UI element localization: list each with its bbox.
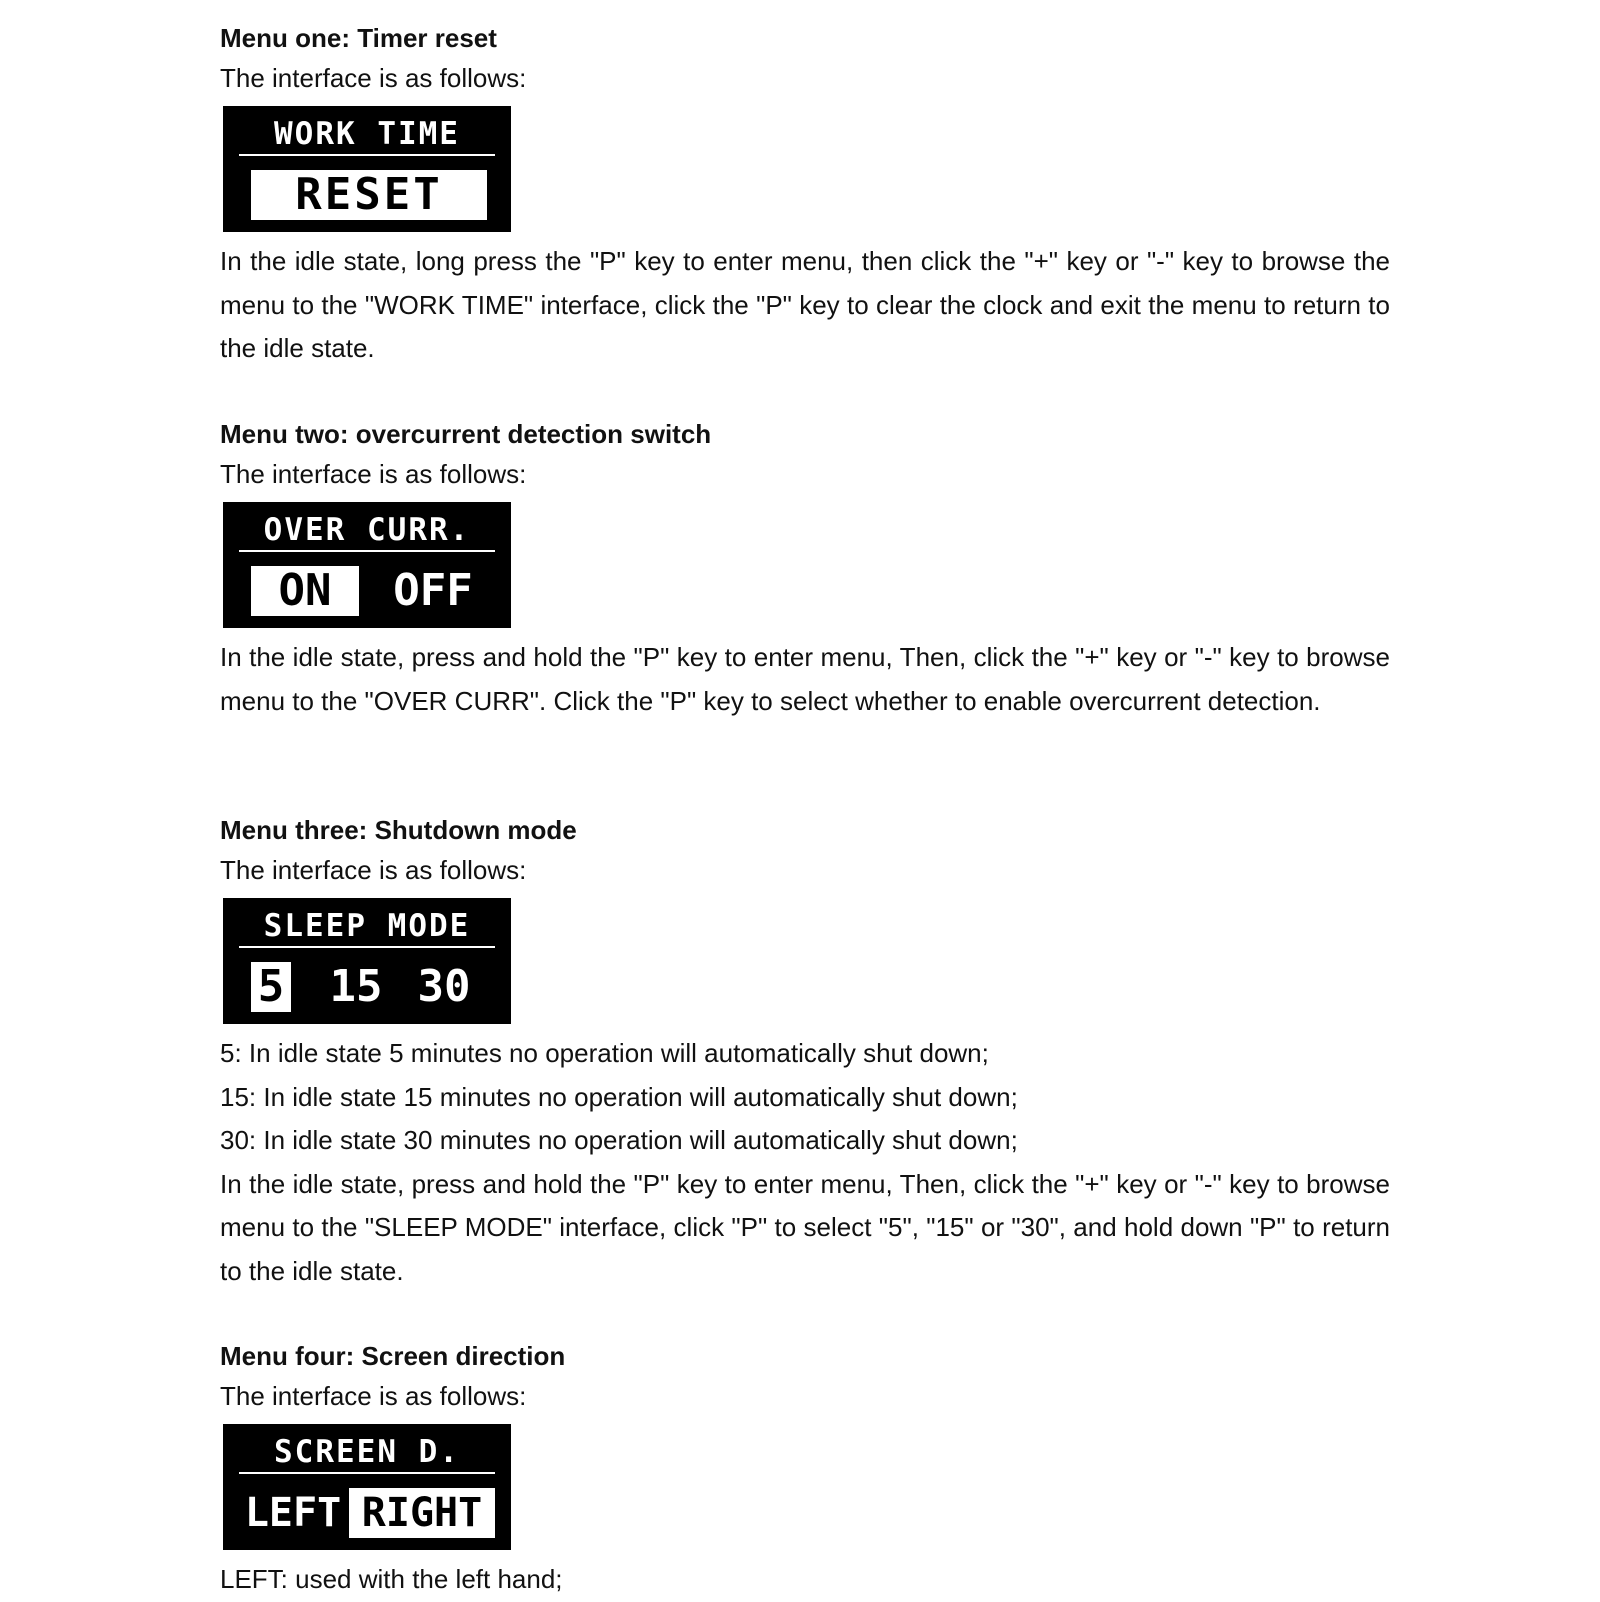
menu-three-heading: Menu three: Shutdown mode	[220, 815, 577, 845]
screen-left-line: LEFT: used with the left hand;	[220, 1564, 563, 1594]
sleep-option-30-line: 30: In idle state 30 minutes no operation will automatically shut down;	[220, 1125, 1018, 1155]
display-option-30: 30	[417, 961, 471, 1012]
menu-two-description: In the idle state, press and hold the "P" key to enter menu, Then, click the "+" key or "-" key to browse menu to the "OVER CURR". Click the "P" key to select whether to enable overcurrent detection.	[220, 642, 1390, 716]
display-option-on: ON	[251, 566, 359, 616]
screen-direction-display	[223, 1424, 511, 1550]
menu-two-heading: Menu two: overcurrent detection switch	[220, 419, 712, 449]
display-divider	[239, 1472, 495, 1474]
display-option-off: OFF	[393, 565, 473, 616]
menu-three-intro: The interface is as follows:	[220, 855, 527, 885]
menu-four-section	[220, 1340, 1390, 1602]
work-time-display	[223, 106, 511, 232]
display-title: SCREEN D.	[274, 1434, 460, 1470]
menu-four-heading: Menu four: Screen direction	[220, 1341, 566, 1371]
display-option-5: 5	[251, 962, 291, 1012]
display-option-15: 15	[329, 961, 383, 1012]
menu-three-section	[220, 814, 1390, 1293]
menu-two-intro: The interface is as follows:	[220, 459, 527, 489]
menu-one-heading: Menu one: Timer reset	[220, 23, 497, 53]
menu-three-description: In the idle state, press and hold the "P" key to enter menu, Then, click the "+" key or "-" key to browse menu to the "SLEEP MODE" interface, click "P" to select "5", "15" or "30", and hold down "P" to return to the idle state.	[220, 1168, 1390, 1286]
sleep-mode-display	[223, 898, 511, 1024]
display-option-right: RIGHT	[349, 1488, 495, 1538]
display-option-left: LEFT	[244, 1490, 342, 1536]
display-title: OVER CURR.	[263, 512, 471, 548]
menu-one-description: In the idle state, long press the "P" key to enter menu, then click the "+" key or "-" key to browse the menu to the "WORK TIME" interface, click the "P" key to clear the clock and exit the menu to return to the idle state.	[220, 246, 1390, 363]
display-divider	[239, 154, 495, 156]
display-divider	[239, 550, 495, 552]
menu-two-section	[220, 418, 1390, 723]
sleep-option-5-line: 5: In idle state 5 minutes no operation will automatically shut down;	[220, 1038, 989, 1068]
display-option-reset: RESET	[251, 170, 487, 220]
sleep-option-15-line: 15: In idle state 15 minutes no operation will automatically shut down;	[220, 1081, 1018, 1112]
menu-one-section	[220, 22, 1390, 371]
menu-four-intro: The interface is as follows:	[220, 1381, 527, 1411]
display-title: WORK TIME	[274, 116, 460, 152]
over-curr-display	[223, 502, 511, 628]
display-title: SLEEP MODE	[263, 908, 471, 944]
display-divider	[239, 946, 495, 948]
menu-one-intro: The interface is as follows:	[220, 63, 527, 93]
